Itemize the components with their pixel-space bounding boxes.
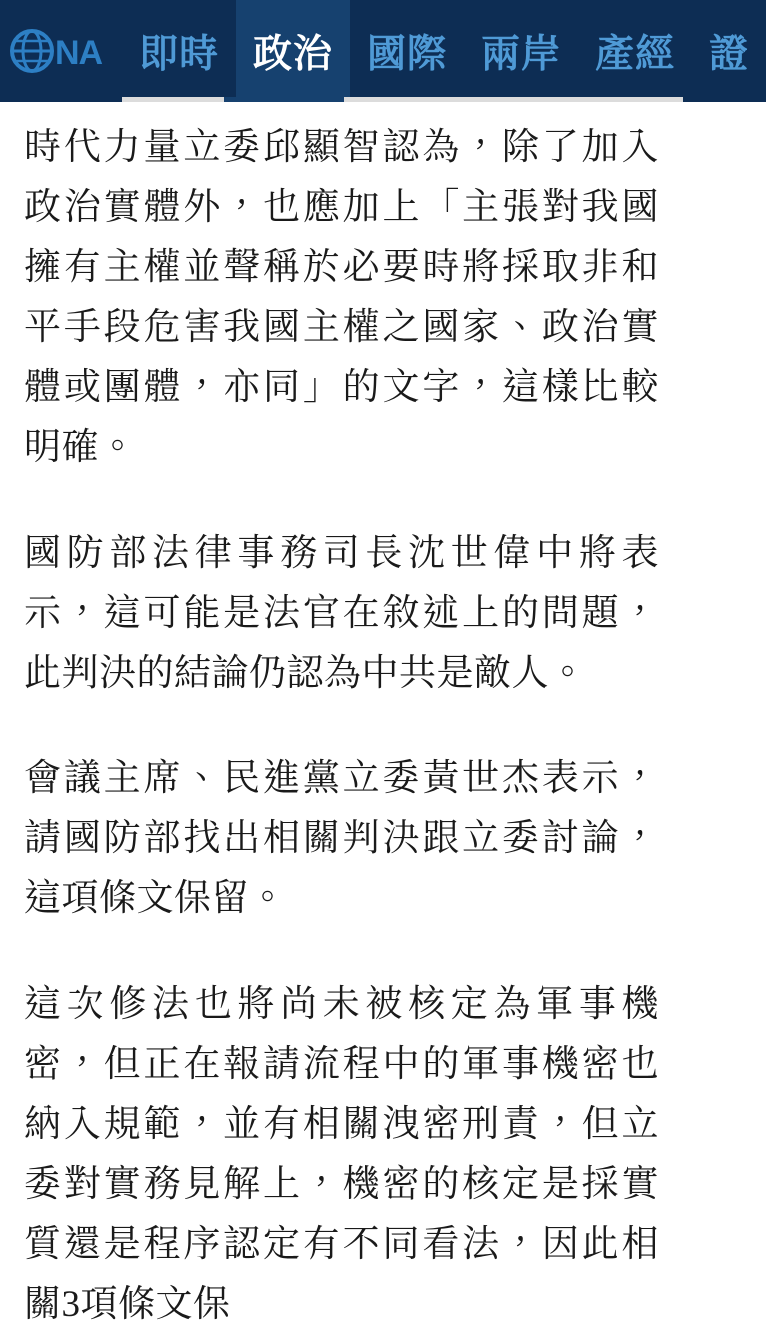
nav-item-label: 即時 — [139, 33, 220, 76]
nav-item-label: 兩岸 — [481, 33, 562, 76]
top-navigation-bar — [0, 0, 750, 102]
nav-item-industry-economy[interactable] — [578, 0, 692, 102]
article-paragraph: 這次修法也將尚未被核定為軍事機密，但正在報請流程中的軍事機密也納入規範，並有相關洩密刑責，但立委對實務見解上，機密的核定是採實質還是程序認定有不同看法，因此相關3項條文保 — [24, 984, 659, 1325]
svg-text:NA: NA — [55, 34, 103, 72]
nav-scroll-indicator[interactable] — [0, 97, 683, 102]
nav-item-instant[interactable] — [122, 0, 236, 102]
nav-item-international[interactable] — [350, 0, 464, 102]
article-paragraph: 會議主席、民進黨立委黃世杰表示，請國防部找出相關判決跟立委討論，這項條文保留。 — [24, 758, 659, 920]
nav-item-partial-next[interactable] — [692, 0, 766, 102]
nav-item-cross-strait[interactable] — [464, 0, 578, 102]
nav-item-politics[interactable] — [236, 0, 350, 102]
article-paragraph: 時代力量立委邱顯智認為，除了加入政治實體外，也應加上「主張對我國擁有主權並聲稱於必要時將採取非和平手段危害我國主權之國家、政治實體或團體，亦同」的文字，這樣比較明確。 — [24, 127, 659, 468]
article-paragraph: 國防部法律事務司長沈世偉中將表示，這可能是法官在敘述上的問題，此判決的結論仍認為中共是敵人。 — [24, 532, 659, 694]
site-logo[interactable] — [0, 0, 122, 102]
nav-item-label: 產經 — [595, 33, 676, 76]
nav-item-label: 政治 — [253, 33, 334, 76]
nav-item-label: 證 — [709, 33, 750, 76]
nav-item-label: 國際 — [367, 33, 448, 76]
nav-active-tab-indicator — [224, 97, 344, 102]
cna-logo-icon — [9, 28, 113, 74]
article-body — [0, 102, 683, 1335]
nav-scroll-indicator-fill — [0, 97, 122, 102]
